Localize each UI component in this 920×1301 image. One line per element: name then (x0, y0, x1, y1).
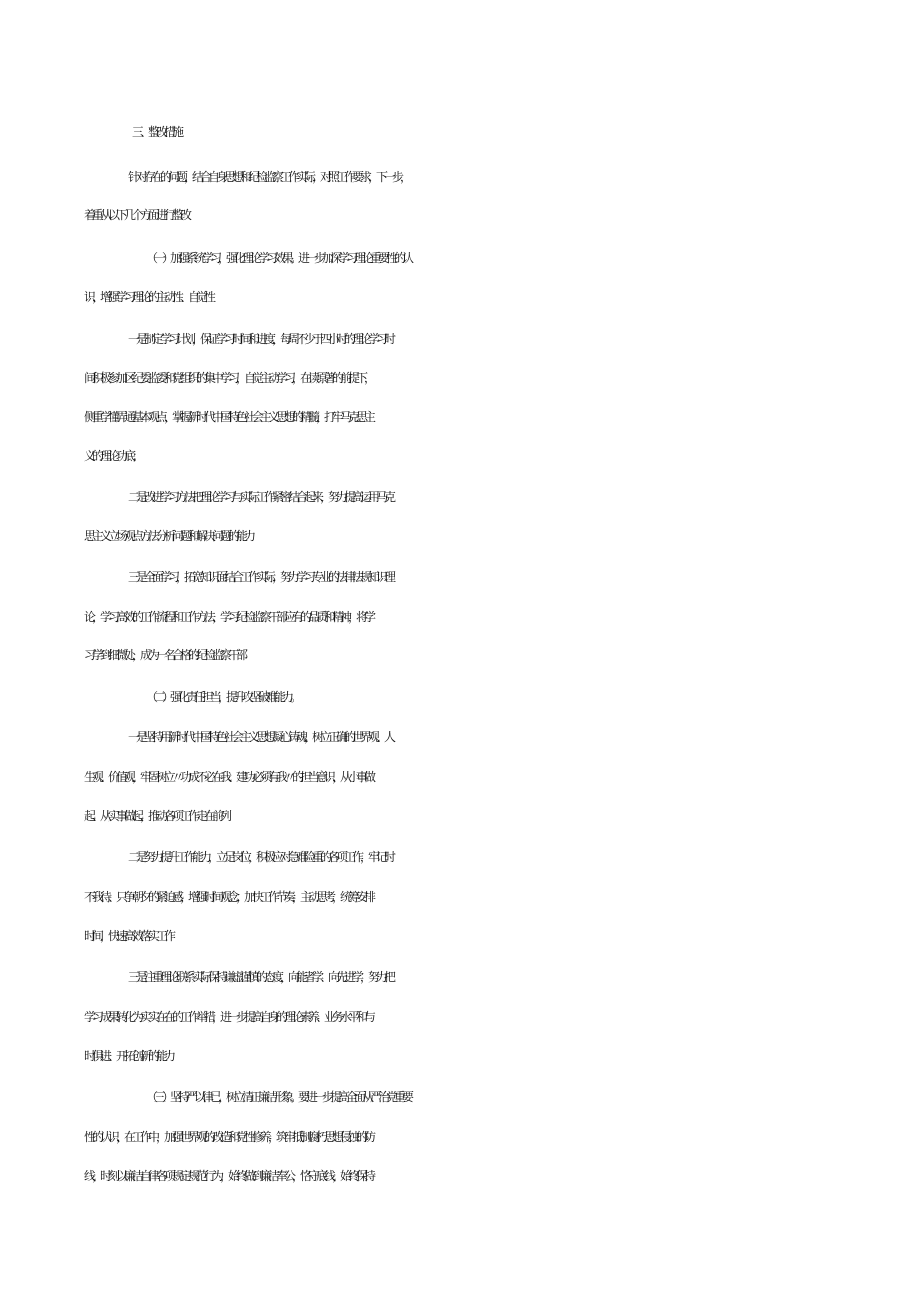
paragraph-line: 时俱进、开拓创新的能力 (84, 1049, 173, 1063)
paragraph-line: 一是制定学习计划，保证学习时间和进度，每周不少于四小时的理论学习时 (128, 332, 393, 346)
paragraph-line: 义的理论功底； (84, 449, 141, 463)
paragraph-line: 三是注重理论联系实际保持谦虚谨慎的态度，向能者学、向先进学，努力把 (128, 970, 393, 984)
paragraph-line: 二是努力提升工作能力，立足岗位，积极应对急难险重的各项工作，牢记时 (128, 850, 393, 864)
paragraph-line: 线，时刻以廉洁自律各项规定规范行为，始终做到廉洁奉公，恪守底线，始终保持 (84, 1169, 373, 1183)
paragraph-line: 学习成果转化为实实在在的工作举措，进一步提高自身的理论素养、业务水平和与 (84, 1010, 373, 1024)
paragraph-line: 习学到细微处，成为一名合格的纪检监察干部 (84, 648, 245, 662)
paragraph-line: 性的认识，在工作中，加强世界观的改造和党性修养，筑牢抵制腐朽思想侵蚀的防 (84, 1130, 373, 1144)
subsection-heading: （三）坚持严以律己，树立清正廉洁形象。要进一步提高全面从严治党重要 (146, 1090, 411, 1104)
paragraph-line: 论，学习高效的工作流程和工作方法，学习纪检监察干部应有的品质和精神，将学 (84, 610, 373, 624)
paragraph-line: 侧重学懂弄通基本观点，掌握新时代中国特色社会主义思想的精髓，打牢马克思主 (84, 410, 373, 424)
section-heading: 三、整改措施 (132, 125, 181, 139)
subsection-heading: （一）加强系统学习，强化理论学习效果。进一步加深学习理论重要性的认 (146, 251, 411, 265)
paragraph-line: 起、从实事做起，推动各项工作走在前列 (84, 809, 229, 823)
paragraph-line: 时间，快速高效落实工作 (84, 929, 173, 943)
subsection-heading: （二）强化责任担当，提升攻坚破难能力。 (146, 690, 299, 704)
paragraph-line: 识，增强学习理论的主动性、自觉性 (84, 290, 213, 304)
paragraph-line: 思主义立场观点方法分析问题和解决问题的能力 (84, 529, 253, 543)
paragraph-line: 三是全面学习，拓宽知识面结合工作实际，努力学习专业的法律法规知识理 (128, 570, 393, 584)
paragraph-line: 针对存在的问题，结合自身思想和纪检监察工作实际，对照工作要求，下一步， (128, 170, 409, 184)
paragraph-line: 不我待、只争朝夕的紧迫感，增强时间观念，加快工作节奏，主动思考，统筹安排 (84, 890, 373, 904)
paragraph-line: 间积极参加区纪委监委和党组织的集中学习，自觉主动学习，在读原著的前提下， (84, 371, 373, 385)
paragraph-line: 着重从以下几个方面进行整改 (84, 208, 189, 222)
paragraph-line: 生观、价值观，牢固树立〃功成不必在我、建功必须有我〃的担当意识，从小事做 (84, 770, 373, 784)
paragraph-line: 一是坚持用新时代中国特色社会主义思想凝心铸魂，树立正确的世界观、人 (128, 730, 393, 744)
paragraph-line: 二是改进学习方法把理论学习与实际工作紧密结合起来，努力提高运用马克 (128, 490, 393, 504)
